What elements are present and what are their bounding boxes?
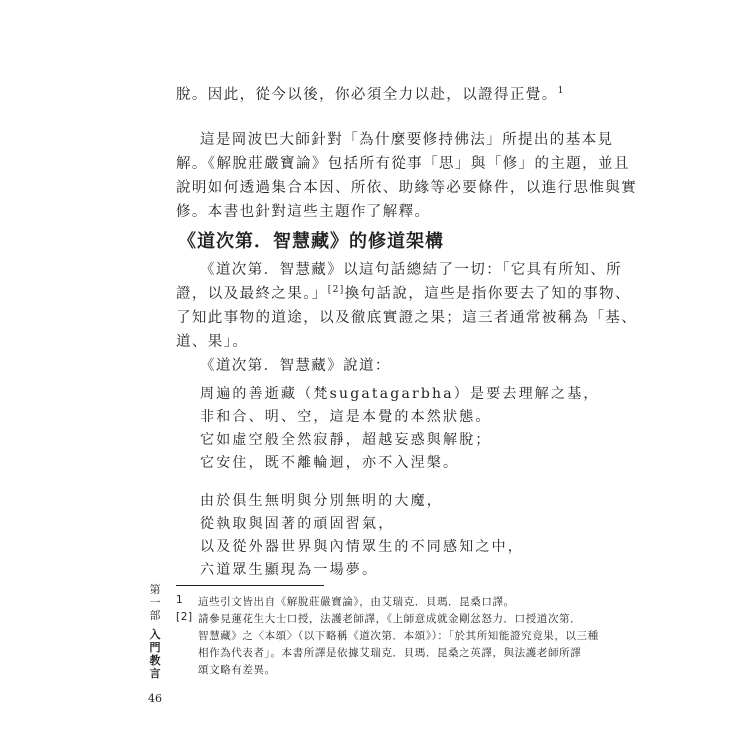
verse2-line-2: 從執取與固著的頑固習氣， xyxy=(200,516,395,532)
footnote-2-line-2: 智慧藏》之〈本頌〉（以下略稱《道次第．本頌》）：「於其所知能證究竟果，以三種 xyxy=(198,630,599,642)
verse2-line-1: 由於俱生無明與分別無明的大魔， xyxy=(200,493,443,509)
para2-line-3: 了知此事物的道途，以及徹底實證之果；這三者通常被稱為「基、 xyxy=(176,310,638,326)
verse1-line-3: 它如虛空般全然寂靜，超越妄惑與解脫； xyxy=(200,432,492,448)
verse2-line-3: 以及從外器世界與內情眾生的不同感知之中， xyxy=(200,539,524,555)
side-part-char: 第 xyxy=(149,583,161,596)
side-part-char: 部 xyxy=(149,609,161,622)
para2-line-4: 道、果」。 xyxy=(176,334,249,350)
side-title-char: 言 xyxy=(149,667,161,680)
verse1-line-1: 周遍的善逝藏（梵sugatagarbha）是要去理解之基， xyxy=(200,386,600,402)
footnote-2-line-1: 請參見蓮花生大士口授，法護老師譯，《上師意成就金剛忿怒力．口授道次第． xyxy=(198,613,582,625)
para1-line-1: 這是岡波巴大師針對「為什麼要修持佛法」所提出的基本見 xyxy=(200,132,614,148)
para2-line-2b: 換句話說，這些是指你要去了知的事物、 xyxy=(344,286,631,302)
footnote-2-line-4: 頌文略有差異。 xyxy=(198,664,276,676)
side-title-char: 教 xyxy=(149,654,161,667)
footnote-1-mark: 1 xyxy=(176,594,184,606)
para2-line-2 xyxy=(176,282,631,303)
side-title-char: 入 xyxy=(149,628,161,641)
para2-line-5: 《道次第．智慧藏》說道： xyxy=(200,358,391,374)
para1-line-2: 解。《解脫莊嚴寶論》包括所有從事「思」與「修」的主題，並且 xyxy=(176,156,630,172)
footnote-divider xyxy=(176,585,324,586)
para1-line-3: 說明如何透過集合本因、所依、助緣等必要條件，以進行思惟與實 xyxy=(176,180,638,196)
footnote-ref-2[interactable]: [2] xyxy=(327,285,345,296)
section-heading: 《道次第．智慧藏》的修道架構 xyxy=(178,231,444,252)
verse1-line-2: 非和合、明、空，這是本覺的本然狀態。 xyxy=(200,409,492,425)
footnote-2-mark: [2] xyxy=(176,611,193,623)
verse2-line-4: 六道眾生顯現為一場夢。 xyxy=(200,562,379,578)
intro-text: 脫。因此，從今以後，你必須全力以赴，以證得正覺。 xyxy=(176,87,558,103)
footnote-2-line-3: 相作為代表者」。本書所譯是依據艾瑞克．貝瑪．昆桑之英譯，與法護老師所譯 xyxy=(198,647,582,659)
side-title-label xyxy=(148,628,162,680)
para1-line-4: 修。本書也針對這些主題作了解釋。 xyxy=(176,204,431,220)
page-number: 46 xyxy=(148,692,162,705)
verse1-line-4: 它安住，既不離輪迴，亦不入涅槃。 xyxy=(200,455,460,471)
side-part-label xyxy=(148,583,162,622)
para2-line-2a: 證，以及最終之果。」 xyxy=(176,286,328,302)
footnote-ref-1[interactable]: 1 xyxy=(557,86,565,97)
side-part-char: 一 xyxy=(149,596,161,609)
footnote-1-text: 這些引文皆出自《解脫莊嚴寶論》，由艾瑞克．貝瑪．昆桑口譯。 xyxy=(198,596,515,608)
para2-line-1: 《道次第．智慧藏》以這句話總結了一切：「它具有所知、所 xyxy=(200,262,623,278)
side-title-char: 門 xyxy=(149,641,161,654)
intro-line xyxy=(176,83,565,104)
